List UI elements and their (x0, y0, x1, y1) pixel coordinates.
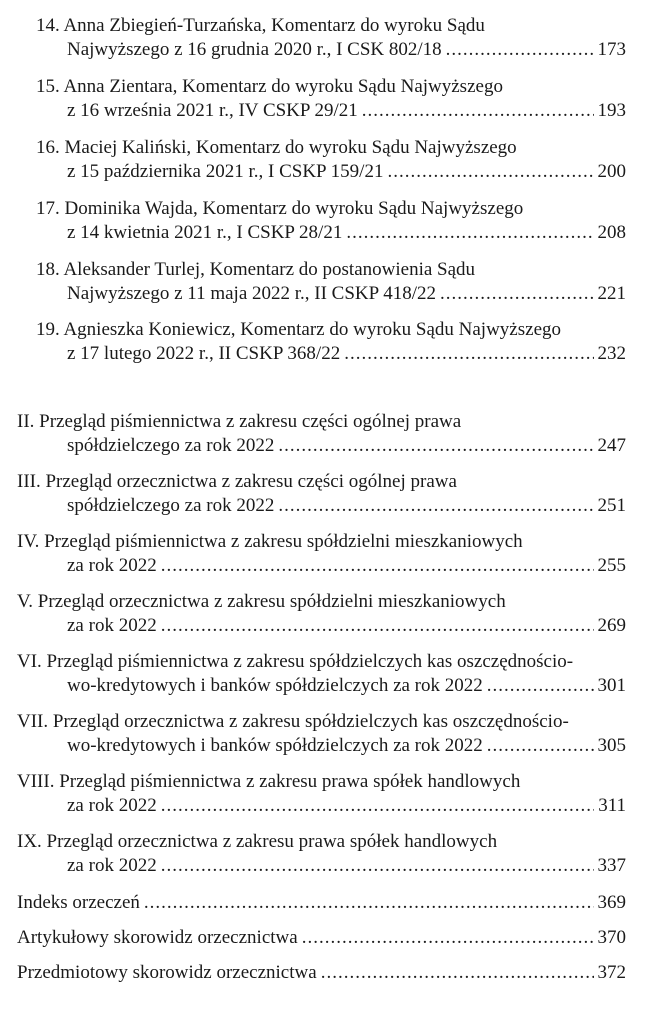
toc-section-title-continuation: spółdzielczego za rok 2022 (67, 435, 275, 456)
toc-section-iii[interactable] (17, 470, 626, 518)
toc-page-number: 311 (598, 795, 626, 816)
toc-section-last-line (17, 614, 626, 638)
toc-entry-title-continuation: z 14 kwietnia 2021 r., I CSKP 28/21 (67, 222, 343, 243)
toc-entry-title-line: 15. Anna Zientara, Komentarz do wyroku Sądu Najwyższego (36, 76, 503, 97)
toc-section-title-continuation: za rok 2022 (67, 555, 157, 576)
toc-page-number: 208 (597, 222, 626, 243)
toc-page-number: 370 (597, 927, 626, 948)
toc-entry-title-continuation: z 15 października 2021 r., I CSKP 159/21 (67, 161, 384, 182)
toc-entry-title-line: 14. Anna Zbiegień-Turzańska, Komentarz do wyroku Sądu (36, 15, 485, 36)
toc-section-v[interactable] (17, 590, 626, 638)
toc-section-title-continuation: za rok 2022 (67, 615, 157, 636)
toc-section-ii[interactable] (17, 410, 626, 458)
toc-entry-title-continuation: Najwyższego z 11 maja 2022 r., II CSKP 418/22 (67, 283, 437, 304)
toc-index-title: Artykułowy skorowidz orzecznictwa (17, 927, 298, 948)
toc-entry-title-line: 18. Aleksander Turlej, Komentarz do postanowienia Sądu (36, 259, 476, 280)
toc-index-line (17, 961, 626, 985)
dot-leader (321, 961, 594, 985)
toc-page-number: 221 (597, 283, 626, 304)
toc-page-number: 301 (597, 675, 626, 696)
toc-entry-15[interactable] (36, 75, 626, 123)
toc-page-number: 337 (597, 855, 626, 876)
toc-section-title-continuation: wo-kredytowych i banków spółdzielczych za rok 2022 (67, 675, 483, 696)
toc-section-title-continuation: wo-kredytowych i banków spółdzielczych za rok 2022 (67, 735, 483, 756)
toc-entry-last-line (36, 160, 626, 184)
toc-page-number: 305 (597, 735, 626, 756)
dot-leader (440, 282, 593, 306)
toc-section-vii[interactable] (17, 710, 626, 758)
toc-section-title-line: II. Przegląd piśmiennictwa z zakresu części ogólnej prawa (17, 411, 462, 432)
dot-leader (161, 614, 594, 638)
dot-leader (487, 734, 594, 758)
toc-entry-title-continuation: Najwyższego z 16 grudnia 2020 r., I CSK 802/18 (67, 39, 442, 60)
dot-leader (446, 38, 594, 62)
toc-entry-last-line (36, 221, 626, 245)
toc-index-articles[interactable] (17, 926, 626, 950)
toc-section-title-line: IX. Przegląd orzecznictwa z zakresu prawa spółek handlowych (17, 831, 498, 852)
toc-section-title-line: IV. Przegląd piśmiennictwa z zakresu spółdzielni mieszkaniowych (17, 531, 523, 552)
toc-section-last-line (17, 794, 626, 818)
dot-leader (278, 494, 593, 518)
toc-index-line (17, 926, 626, 950)
toc-index-line (17, 891, 626, 915)
toc-entry-title-line: 17. Dominika Wajda, Komentarz do wyroku Sądu Najwyższego (36, 198, 524, 219)
toc-index-title: Indeks orzeczeń (17, 892, 140, 913)
dot-leader (387, 160, 593, 184)
toc-section-title-line: III. Przegląd orzecznictwa z zakresu części ogólnej prawa (17, 471, 457, 492)
toc-page-number: 173 (597, 39, 626, 60)
toc-entry-title-line: 16. Maciej Kaliński, Komentarz do wyroku Sądu Najwyższego (36, 137, 517, 158)
dot-leader (144, 891, 594, 915)
toc-index-subjects[interactable] (17, 961, 626, 985)
toc-section-last-line (17, 434, 626, 458)
toc-section-last-line (17, 734, 626, 758)
toc-page-number: 372 (597, 962, 626, 983)
toc-page-number: 193 (597, 100, 626, 121)
toc-section-title-line: VI. Przegląd piśmiennictwa z zakresu spółdzielczych kas oszczędnościo- (17, 651, 574, 672)
toc-section-iv[interactable] (17, 530, 626, 578)
toc-section-title-continuation: za rok 2022 (67, 855, 157, 876)
toc-section-title-continuation: za rok 2022 (67, 795, 157, 816)
toc-section-title-line: VIII. Przegląd piśmiennictwa z zakresu prawa spółek handlowych (17, 771, 521, 792)
toc-entry-last-line (36, 99, 626, 123)
toc-entry-19[interactable] (36, 318, 626, 366)
toc-entry-14[interactable] (36, 14, 626, 62)
toc-entry-title-line: 19. Agnieszka Koniewicz, Komentarz do wyroku Sądu Najwyższego (36, 319, 561, 340)
toc-section-last-line (17, 674, 626, 698)
toc-section-last-line (17, 854, 626, 878)
toc-section-vi[interactable] (17, 650, 626, 698)
toc-entry-last-line (36, 342, 626, 366)
toc-entry-title-continuation: z 17 lutego 2022 r., II CSKP 368/22 (67, 343, 341, 364)
toc-section-title-line: V. Przegląd orzecznictwa z zakresu spółdzielni mieszkaniowych (17, 591, 506, 612)
toc-section-ix[interactable] (17, 830, 626, 878)
toc-entry-18[interactable] (36, 258, 626, 306)
dot-leader (344, 342, 593, 366)
toc-page-number: 251 (597, 495, 626, 516)
dot-leader (161, 554, 594, 578)
toc-section-last-line (17, 554, 626, 578)
toc-entry-17[interactable] (36, 197, 626, 245)
toc-page-number: 200 (597, 161, 626, 182)
toc-page-number: 255 (597, 555, 626, 576)
toc-section-last-line (17, 494, 626, 518)
toc-section-viii[interactable] (17, 770, 626, 818)
toc-entry-16[interactable] (36, 136, 626, 184)
toc-page-number: 269 (597, 615, 626, 636)
toc-index-title: Przedmiotowy skorowidz orzecznictwa (17, 962, 317, 983)
toc-page-number: 232 (597, 343, 626, 364)
dot-leader (161, 794, 595, 818)
toc-entry-last-line (36, 282, 626, 306)
toc-entry-title-continuation: z 16 września 2021 r., IV CSKP 29/21 (67, 100, 358, 121)
toc-section-title-line: VII. Przegląd orzecznictwa z zakresu spółdzielczych kas oszczędnościo- (17, 711, 569, 732)
toc-section-title-continuation: spółdzielczego za rok 2022 (67, 495, 275, 516)
dot-leader (487, 674, 594, 698)
toc-entry-last-line (36, 38, 626, 62)
toc-index-rulings[interactable] (17, 891, 626, 915)
toc-page-number: 369 (597, 892, 626, 913)
dot-leader (346, 221, 593, 245)
dot-leader (161, 854, 594, 878)
toc-page-number: 247 (597, 435, 626, 456)
dot-leader (278, 434, 593, 458)
dot-leader (302, 926, 594, 950)
dot-leader (362, 99, 594, 123)
